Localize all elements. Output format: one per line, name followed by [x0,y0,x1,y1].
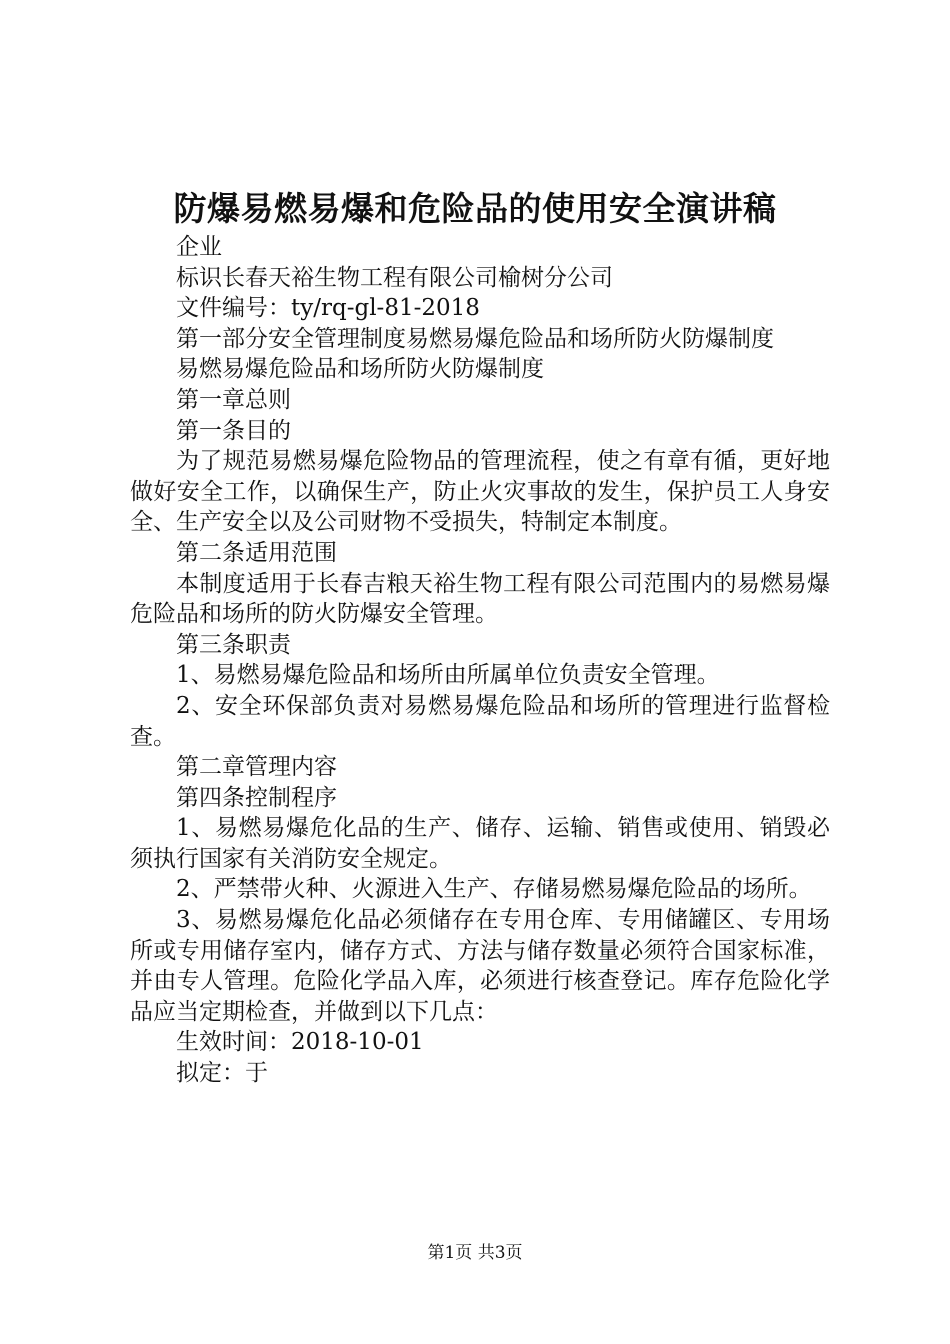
paragraph-part-heading: 第一部分安全管理制度易燃易爆危险品和场所防火防爆制度 [176,325,774,352]
paragraph-article-1: 第一条目的 [176,417,291,444]
paragraph-article-1-text: 为了规范易燃易爆危险物品的管理流程，使之有章有循，更好地做好安全工作，以确保生产，防止火灾事故的发生，保护员工人身安全、生产安全以及公司财物不受损失，特制定本制度。 [130,448,830,536]
paragraph-chapter-2: 第二章管理内容 [176,754,337,781]
paragraph-article-3: 第三条职责 [176,631,291,658]
paragraph-chapter-1: 第一章总则 [176,386,291,413]
paragraph-article-2: 第二条适用范围 [176,539,337,566]
paragraph-article-4: 第四条控制程序 [176,784,337,811]
paragraph-company-label: 企业 [176,234,222,260]
paragraph-article-3-item-1: 1、易燃易爆危险品和场所由所属单位负责安全管理。 [176,662,720,689]
page-number: 第1页 共3页 [427,1243,523,1263]
document-body [130,232,830,1089]
paragraph-drafted-by: 拟定：于 [176,1060,268,1087]
paragraph-company-name: 标识长春天裕生物工程有限公司榆树分公司 [176,264,613,291]
paragraph-article-3-item-2: 2、安全环保部负责对易燃易爆危险品和场所的管理进行监督检查。 [130,692,830,750]
paragraph-effective-date: 生效时间：2018-10-01 [176,1029,424,1056]
paragraph-system-heading: 易燃易爆危险品和场所防火防爆制度 [176,356,544,383]
paragraph-article-2-text: 本制度适用于长春吉粮天裕生物工程有限公司范围内的易燃易爆危险品和场所的防火防爆安全管理。 [130,570,830,628]
paragraph-article-4-item-2: 2、严禁带火种、火源进入生产、存储易燃易爆危险品的场所。 [176,876,812,903]
paragraph-article-4-item-3: 3、易燃易爆危化品必须储存在专用仓库、专用储罐区、专用场所或专用储存室内，储存方式、方法与储存数量必须符合国家标准，并由专人管理。危险化学品入库，必须进行核查登记。库存危险化学品应当定期检查，并做到以下几点： [130,907,830,1025]
paragraph-file-number: 文件编号：ty/rq-gl-81-2018 [176,295,480,322]
paragraph-article-4-item-1: 1、易燃易爆危化品的生产、储存、运输、销售或使用、销毁必须执行国家有关消防安全规定。 [130,815,830,872]
document-title: 防爆易燃易爆和危险品的使用安全演讲稿 [173,189,777,228]
